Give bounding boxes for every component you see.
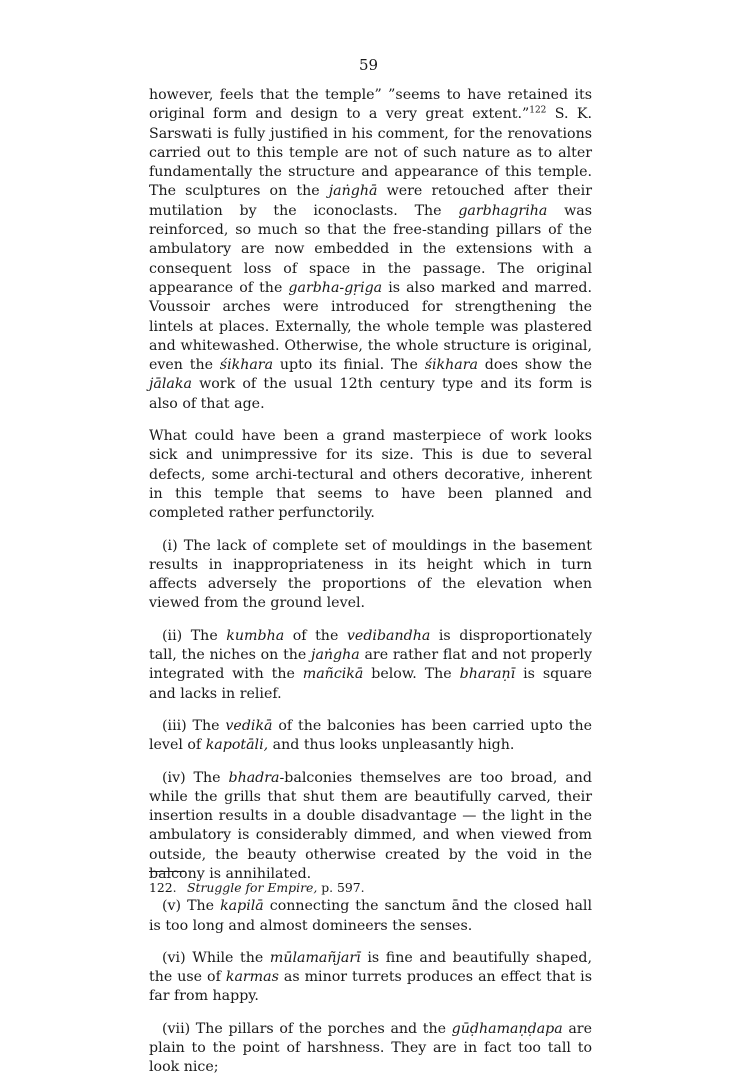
text-run: was reinforced, so much so that the free-standing pillars of the ambulatory are now embedded in the extensions with a consequent loss of space in the passage. The original appearance of the bbox=[149, 202, 592, 296]
italic-term: kapilā bbox=[220, 898, 264, 915]
text-run: (v) The bbox=[162, 898, 221, 915]
italic-term: kapotāli, bbox=[205, 737, 269, 754]
italic-term: jaṅghā bbox=[328, 183, 378, 200]
text-run: upto its finial. The bbox=[273, 357, 425, 374]
text-run: connecting the sanctum ānd the closed hall is too long and almost domineers the senses. bbox=[149, 898, 592, 934]
italic-term: vedibandha bbox=[346, 627, 431, 644]
italic-term: śikhara bbox=[424, 357, 478, 374]
text-run: are plain to the point of harshness. They are in fact too tall to look nice; bbox=[149, 1020, 592, 1076]
footnote-divider bbox=[149, 871, 185, 872]
text-run: however, feels that the temple” ”seems to have retained its original form and design to a very great extent.” bbox=[149, 87, 592, 123]
text-run: is disproportionately tall, the niches on the bbox=[149, 627, 593, 664]
footnote-title: Struggle for Empire, bbox=[187, 880, 318, 895]
italic-term: vedikā bbox=[225, 717, 273, 734]
text-run: does show the bbox=[477, 357, 593, 374]
footnote bbox=[149, 880, 365, 896]
text-run: were retouched after their mutilation by the iconoclasts. The bbox=[149, 183, 592, 219]
text-run: is also marked and marred. Voussoir arches were introduced for strengthening the lintels at places. Externally, the whole temple was plastered and whitewashed. Otherwise, the whole structure is original, even the bbox=[149, 279, 592, 374]
text-run: -balconies themselves are too broad, and while the grills that shut them are beautifully carved, their insertion results in a double disadvantage — the light in the ambulatory is considerably dimmed, and when viewed from outside, the beauty otherwise created by the void in the balcony is annihilated. bbox=[149, 769, 592, 882]
defect-item-i bbox=[149, 537, 592, 614]
italic-term: garbhagriha bbox=[458, 202, 548, 219]
text-run: work of the usual 12th century type and its form is also of that age. bbox=[149, 376, 592, 412]
page-number: 59 bbox=[358, 56, 379, 74]
text-run: of the balconies has been carried upto the level of bbox=[149, 717, 592, 754]
italic-term: bharaṇī bbox=[459, 666, 516, 683]
text-run: (iv) The bbox=[162, 769, 229, 786]
defect-item-v bbox=[149, 897, 592, 936]
italic-term: jaṅgha bbox=[311, 647, 360, 664]
italic-term: śikhara bbox=[219, 357, 274, 374]
defect-item-iv bbox=[149, 769, 592, 885]
footnote-reference[interactable]: 122 bbox=[529, 105, 547, 116]
text-run: (ii) The bbox=[162, 627, 227, 644]
italic-term: garbha-gṛiga bbox=[288, 279, 383, 296]
italic-term: jālaka bbox=[149, 376, 192, 393]
text-run: as minor turrets produces an effect that is far from happy. bbox=[149, 969, 593, 1005]
defect-item-ii bbox=[149, 627, 592, 704]
text-run: (vii) The pillars of the porches and the bbox=[162, 1020, 452, 1037]
page-body bbox=[149, 86, 592, 1078]
italic-term: karmas bbox=[225, 969, 279, 986]
text-run: are rather flat and not properly integrated with the bbox=[149, 647, 592, 683]
paragraph-temple-renovations bbox=[149, 86, 592, 414]
defect-item-vi bbox=[149, 949, 592, 1007]
text-run: S. K. Sarswati is fully justified in his comment, for the renovations carried out to this temple are not of such nature as to alter fundamentally the structure and appearance of this temple. The sculptures on the bbox=[149, 106, 592, 200]
footnote-page: p. 597. bbox=[317, 880, 365, 895]
italic-term: kumbha bbox=[226, 627, 285, 644]
text-run: and thus looks unpleasantly high. bbox=[268, 737, 515, 754]
text-run: What could have been a grand masterpiece of work looks sick and unimpressive for its size. This is due to several defects, some archi-tectural and others decorative, inherent in this temple that seems to have been planned and completed rather perfunctorily. bbox=[149, 428, 592, 522]
text-run: of the bbox=[284, 627, 347, 644]
text-run: (vi) While the bbox=[162, 949, 270, 966]
italic-term: mañcikā bbox=[302, 666, 364, 683]
italic-term: mūlamañjarī bbox=[269, 949, 361, 966]
text-run: is square and lacks in relief. bbox=[149, 666, 592, 702]
italic-term: bhadra bbox=[228, 769, 280, 786]
paragraph-defects-intro bbox=[149, 427, 592, 523]
text-run: below. The bbox=[363, 666, 460, 683]
defect-item-vii bbox=[149, 1020, 592, 1078]
italic-term: gūḍhamaṇḍapa bbox=[451, 1020, 563, 1037]
defect-item-iii bbox=[149, 717, 592, 756]
text-run: (i) The lack of complete set of mouldings in the basement results in inappropriateness in its height which in turn affects adversely the proportions of the elevation when viewed from the ground level. bbox=[149, 537, 592, 612]
text-run: is fine and beautifully shaped, the use of bbox=[149, 949, 592, 986]
footnote-number: 122. bbox=[149, 880, 177, 895]
text-run: (iii) The bbox=[162, 717, 226, 734]
